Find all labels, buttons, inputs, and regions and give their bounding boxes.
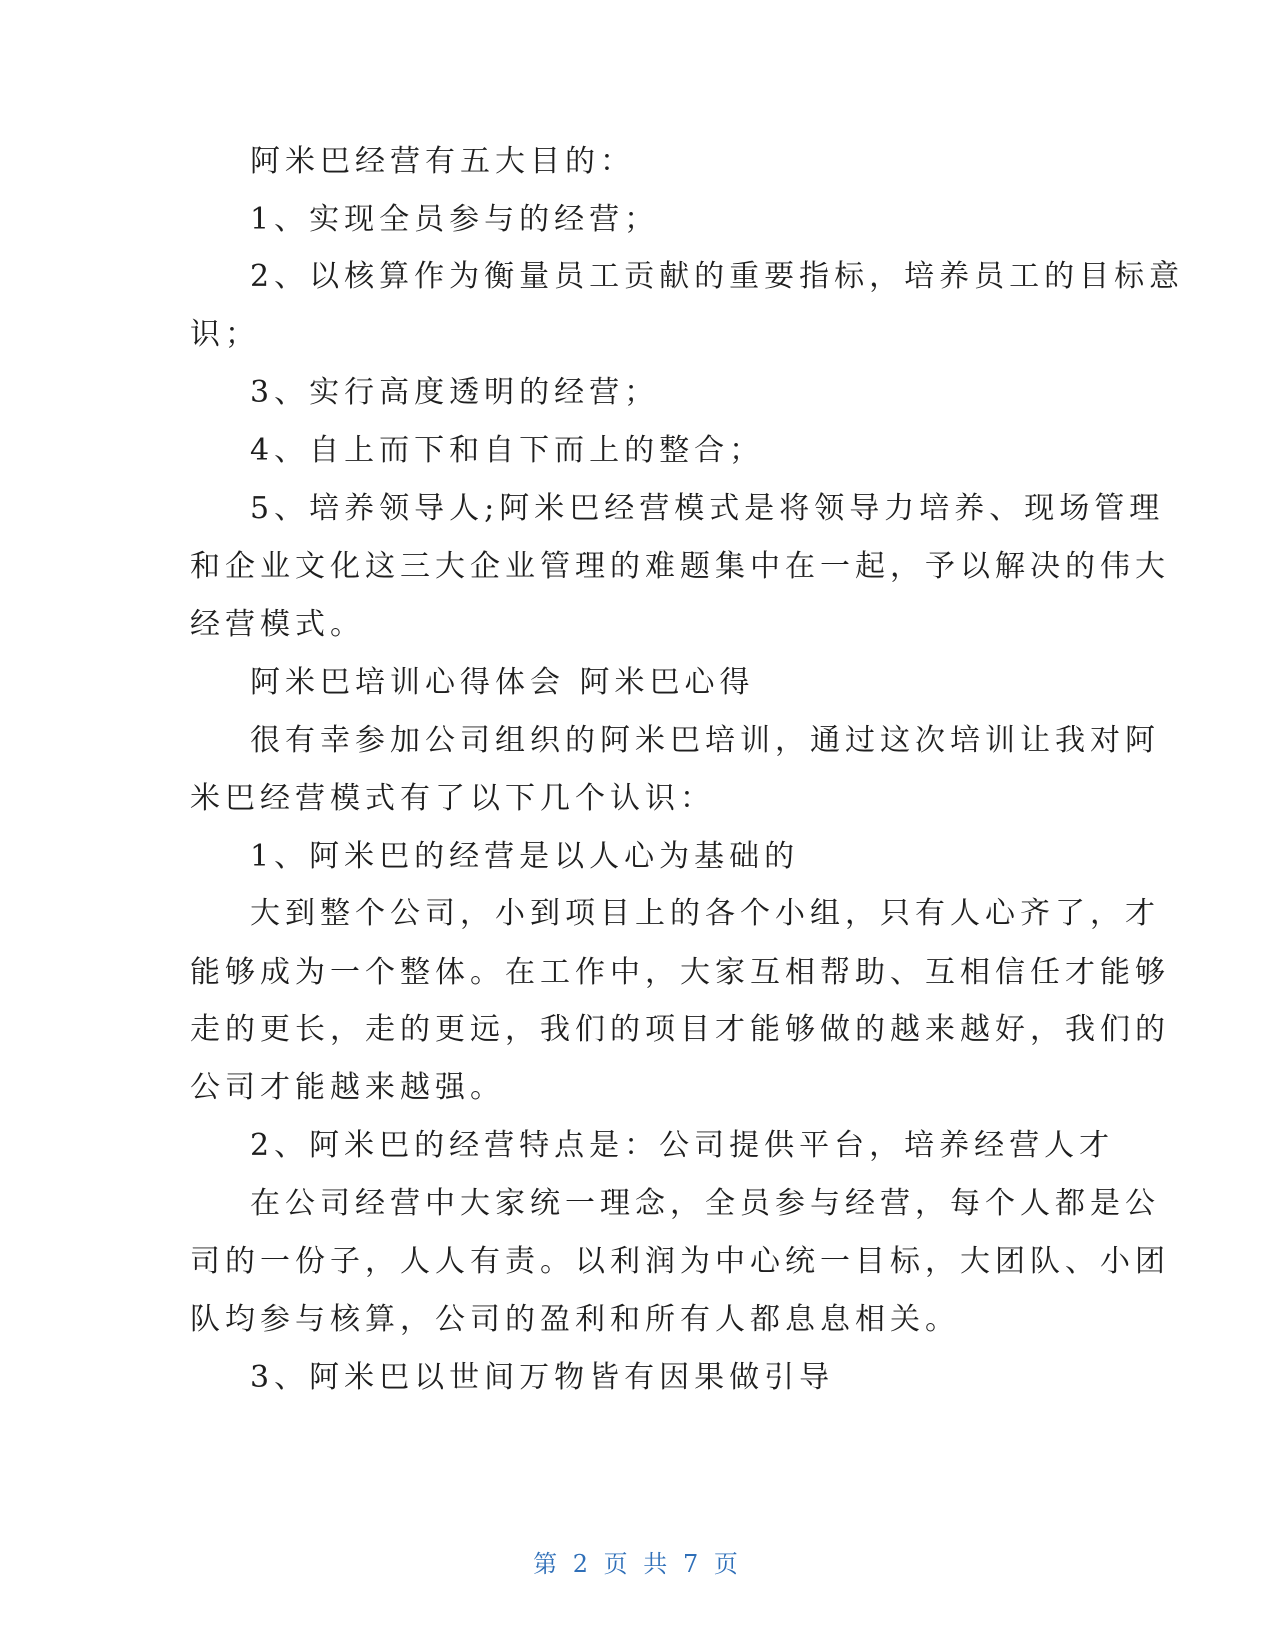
- paragraph-line: 1、阿米巴的经营是以人心为基础的: [250, 839, 800, 874]
- paragraph-line: 2、以核算作为衡量员工贡献的重要指标，培养员工的目标意: [250, 259, 1185, 294]
- paragraph-line: 经营模式。: [190, 607, 365, 642]
- paragraph-line: 识；: [190, 317, 260, 352]
- paragraph-line: 很有幸参加公司组织的阿米巴培训，通过这次培训让我对阿: [250, 723, 1160, 758]
- paragraph-line: 司的一份子，人人有责。以利润为中心统一目标，大团队、小团: [190, 1244, 1170, 1279]
- section-heading: 阿米巴培训心得体会 阿米巴心得: [250, 665, 755, 700]
- paragraph-line: 能够成为一个整体。在工作中，大家互相帮助、互相信任才能够: [190, 955, 1170, 990]
- paragraph-line: 公司才能越来越强。: [190, 1070, 505, 1105]
- paragraph-line: 2、阿米巴的经营特点是：公司提供平台，培养经营人才: [250, 1128, 1115, 1163]
- paragraph-line: 队均参与核算，公司的盈利和所有人都息息相关。: [190, 1302, 960, 1337]
- paragraph-line: 大到整个公司，小到项目上的各个小组，只有人心齐了，才: [250, 896, 1160, 931]
- paragraph-line: 阿米巴经营有五大目的：: [250, 144, 635, 179]
- paragraph-line: 3、阿米巴以世间万物皆有因果做引导: [250, 1360, 835, 1395]
- paragraph-line: 1、实现全员参与的经营；: [250, 202, 660, 237]
- paragraph-line: 5、培养领导人;阿米巴经营模式是将领导力培养、现场管理: [250, 491, 1165, 526]
- page-number-footer: 第 2 页 共 7 页: [533, 1550, 742, 1578]
- paragraph-line: 在公司经营中大家统一理念，全员参与经营，每个人都是公: [250, 1186, 1160, 1221]
- paragraph-line: 3、实行高度透明的经营；: [250, 375, 660, 410]
- paragraph-line: 4、自上而下和自下而上的整合；: [250, 433, 765, 468]
- paragraph-line: 和企业文化这三大企业管理的难题集中在一起，予以解决的伟大: [190, 549, 1170, 584]
- paragraph-line: 米巴经营模式有了以下几个认识：: [190, 781, 715, 816]
- paragraph-line: 走的更长，走的更远，我们的项目才能够做的越来越好，我们的: [190, 1012, 1170, 1047]
